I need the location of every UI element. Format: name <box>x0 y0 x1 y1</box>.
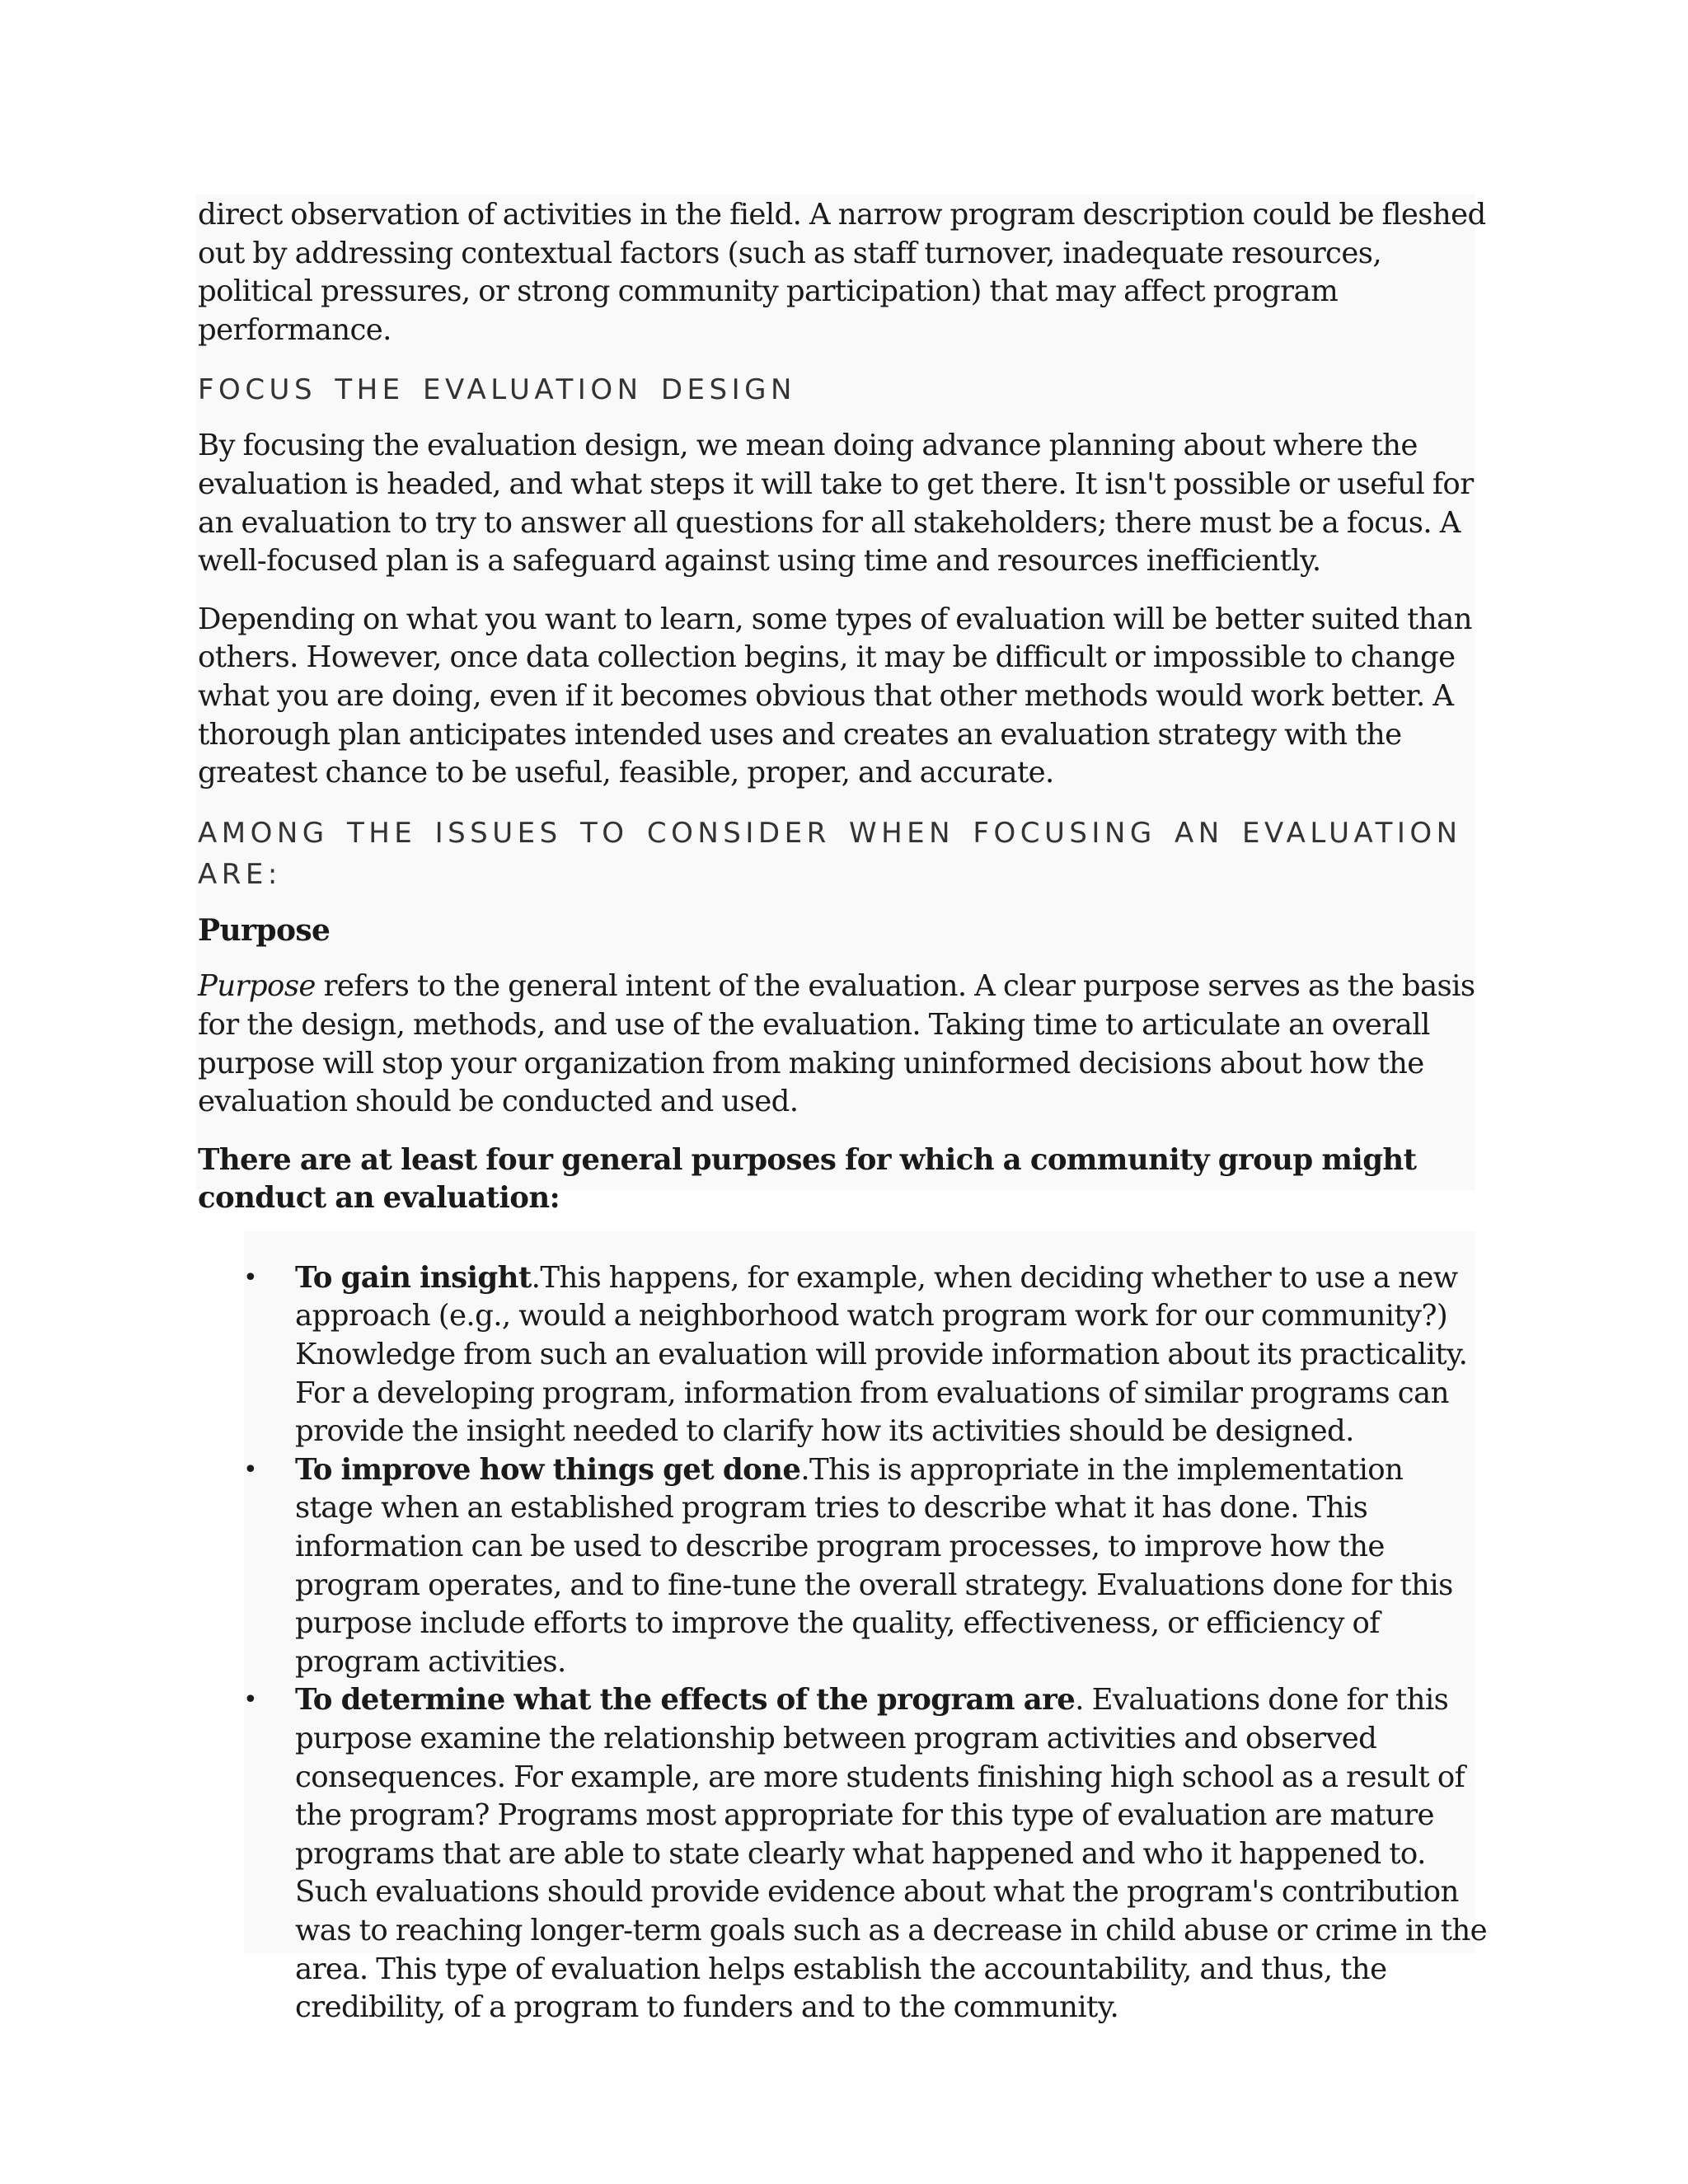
document-content <box>198 196 1489 2027</box>
bullet-icon: • <box>243 1685 258 1715</box>
section-heading-focus: FOCUS THE EVALUATION DESIGN <box>198 373 796 407</box>
purpose-subheading: Purpose <box>198 912 331 948</box>
list-item <box>198 1451 1489 1682</box>
list-item-lead: To gain insight <box>295 1260 532 1295</box>
list-item-lead: To determine what the effects of the program are <box>295 1683 1076 1718</box>
list-item-text: .This is appropriate in the implementation stage when an established program tries to describe what it has done. This information can be used to describe program processes, to improve how the program operates, and to fine-tune the overall strategy. Evaluations done for this purpose include efforts to improve the quality, effectiveness, or efficiency of program activities. <box>295 1452 1453 1679</box>
list-item-text: . Evaluations done for this purpose examine the relationship between program activities and observed consequences. For example, are more students finishing high school as a result of the program? Programs most appropriate for this type of evaluation are mature programs that are able to state clearly what happened and who it happened to. Such evaluations should provide evidence about what the program's contribution was to reaching longer-term goals such as a decrease in child abuse or crime in the area. This type of evaluation helps establish the accountability, and thus, the credibility, of a program to funders and to the community. <box>295 1683 1488 2025</box>
purpose-term: Purpose <box>198 969 316 1004</box>
bullet-icon: • <box>243 1455 258 1484</box>
list-item <box>198 1259 1489 1451</box>
purposes-list <box>198 1259 1489 2027</box>
list-item-text: .This happens, for example, when deciding whether to use a new approach (e.g., would a neighborhood watch program work for our community?) Knowledge from such an evaluation will provide information about its practicality. For a developing program, information from evaluations of similar programs can provide the insight needed to clarify how its activities should be designed. <box>295 1260 1468 1449</box>
bullet-icon: • <box>243 1263 258 1292</box>
purpose-paragraph <box>198 968 1489 1121</box>
list-item <box>198 1681 1489 2027</box>
section-heading-issues: AMONG THE ISSUES TO CONSIDER WHEN FOCUSING AN EVALUATION ARE: <box>198 816 1462 891</box>
focus-paragraph-2: Depending on what you want to learn, some types of evaluation will be better suited than others. However, once data collection begins, it may be difficult or impossible to change what you are doing, even if it becomes obvious that other methods would work better. A thorough plan anticipates intended uses and creates an evaluation strategy with the greatest chance to be useful, feasible, proper, and accurate. <box>198 602 1472 790</box>
intro-paragraph: direct observation of activities in the field. A narrow program description could be fleshed out by addressing contextual factors (such as staff turnover, inadequate resources, political pressures, or strong community participation) that may affect program performance. <box>198 198 1486 347</box>
focus-paragraph-1: By focusing the evaluation design, we mean doing advance planning about where the evaluation is headed, and what steps it will take to get there. It isn't possible or useful for an evaluation to try to answer all questions for all stakeholders; there must be a focus. A well-focused plan is a safeguard against using time and resources inefficiently. <box>198 429 1474 579</box>
four-purposes-intro: There are at least four general purposes for which a community group might conduct an evaluation: <box>198 1142 1417 1216</box>
purpose-text: refers to the general intent of the evaluation. A clear purpose serves as the basis for the design, methods, and use of the evaluation. Taking time to articulate an overall purpose will stop your organization from making uninformed decisions about how the evaluation should be conducted and used. <box>198 969 1475 1119</box>
list-item-lead: To improve how things get done <box>295 1452 801 1487</box>
